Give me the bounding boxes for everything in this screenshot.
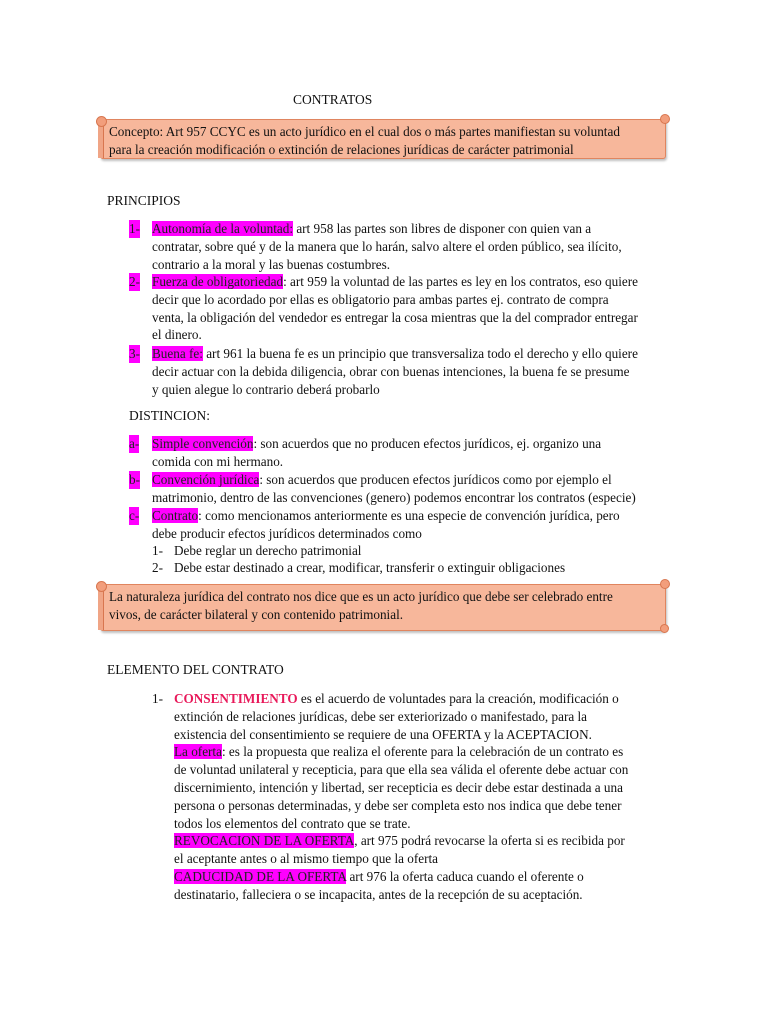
item-text: decir actuar con la debida diligencia, obrar con buenas intenciones, la buena fe se presume <box>152 363 630 379</box>
item-text: art 976 la oferta caduca cuando el oferente o <box>346 868 584 884</box>
document-title: CONTRATOS <box>293 92 373 107</box>
item-text: de voluntad unilateral y recepticia, para que ella sea válida el oferente debe actuar con <box>174 762 629 778</box>
list-letter: b- <box>129 472 140 487</box>
scroll-edge <box>98 124 104 158</box>
concepto-line: para la creación modificación o extinción de relaciones jurídicas de carácter patrimonial <box>109 141 574 157</box>
item-text: Debe estar destinado a crear, modificar, transferir o extinguir obligaciones <box>174 560 566 575</box>
scroll-curl <box>660 579 670 589</box>
consentimiento-term: CONSENTIMIENTO <box>174 691 298 706</box>
scroll-curl <box>96 581 107 592</box>
list-number: 2- <box>152 560 163 575</box>
item-text: destinatario, falleciera o se incapacita, antes de la recepción de su aceptación. <box>174 886 583 902</box>
highlighted-term: REVOCACION DE LA OFERTA <box>174 833 355 849</box>
scroll-edge <box>98 589 104 630</box>
item-text: el dinero. <box>152 327 202 343</box>
item-text: decir que lo acordado por ellas es obligatorio para ambas partes ej. contrato de compra <box>152 291 609 307</box>
naturaleza-line: La naturaleza jurídica del contrato nos dice que es un acto jurídico que debe ser celebrado entre <box>109 589 613 604</box>
item-text: existencia del consentimiento se requiere de una OFERTA y la ACEPTACION. <box>174 726 592 742</box>
item-text: : son acuerdos que no producen efectos jurídicos, ej. organizo una <box>253 436 602 451</box>
item-text: , art 975 podrá revocarse la oferta si es recibida por <box>354 833 625 849</box>
item-text: : es la propuesta que realiza el oferente para la celebración de un contrato es <box>221 744 624 760</box>
concepto-text <box>109 123 657 159</box>
naturaleza-text <box>109 588 657 624</box>
item-text: debe producir efectos jurídicos determinados como <box>152 525 422 541</box>
item-text: : como mencionamos anteriormente es una especie de convención jurídica, pero <box>198 508 620 523</box>
item-text: comida con mi hermano. <box>152 453 284 469</box>
highlighted-term: Contrato <box>152 508 199 523</box>
item-text: es el acuerdo de voluntades para la creación, modificación o <box>297 691 619 706</box>
item-text: : son acuerdos que producen efectos jurídicos como por ejemplo el <box>259 472 612 487</box>
principios-heading: PRINCIPIOS <box>107 193 181 208</box>
highlighted-term: CADUCIDAD DE LA OFERTA <box>174 868 347 884</box>
list-number: 1- <box>152 691 163 706</box>
scroll-curl <box>660 624 669 633</box>
item-text: contratar, sobre qué y de la manera que lo harán, salvo altere el orden público, sea ilícito, <box>152 238 622 254</box>
item-text: : art 959 la voluntad de las partes es ley en los contratos, eso quiere <box>283 274 638 289</box>
item-text: art 958 las partes son libres de disponer con quien van a <box>293 221 592 236</box>
highlighted-term: Autonomía de la voluntad: <box>152 221 294 236</box>
highlighted-term: Convención jurídica <box>152 472 260 487</box>
item-text: venta, la obligación del vendedor es entregar la cosa mientras que la del comprador entregar <box>152 309 638 325</box>
scroll-curl <box>96 116 107 127</box>
item-text: todos los elementos del contrato que se trate. <box>174 815 411 831</box>
highlighted-term: La oferta <box>174 744 222 760</box>
concepto-callout <box>100 119 666 159</box>
item-text: Debe reglar un derecho patrimonial <box>174 543 362 558</box>
naturaleza-callout <box>100 584 666 631</box>
item-text: persona o personas determinadas, y debe ser completa esto nos indica que debe tener <box>174 797 622 813</box>
naturaleza-line: vivos, de carácter bilateral y con contenido patrimonial. <box>109 606 404 622</box>
highlighted-term: Simple convención <box>152 436 254 451</box>
list-number: 3- <box>129 346 140 361</box>
list-letter: a- <box>129 436 140 451</box>
highlighted-term: Fuerza de obligatoriedad <box>152 274 284 289</box>
list-letter: c- <box>129 508 140 523</box>
item-text: art 961 la buena fe es un principio que transversaliza todo el derecho y ello quiere <box>202 346 638 361</box>
item-text: contrario a la moral y las buenas costumbres. <box>152 256 391 272</box>
distincion-heading: DISTINCION: <box>129 408 210 423</box>
item-text: extinción de relaciones jurídicas, debe ser exteriorizado o manifestado, para la <box>174 708 588 724</box>
list-number: 2- <box>129 274 140 289</box>
item-text: matrimonio, dentro de las convenciones (genero) podemos encontrar los contratos (especie) <box>152 489 636 505</box>
item-text: discernimiento, intención y libertad, ser recepticia es decir debe estar destinada a una <box>174 779 623 795</box>
scroll-curl <box>660 114 670 124</box>
item-text: y quien alegue lo contrario deberá probarlo <box>152 381 380 397</box>
elemento-heading: ELEMENTO DEL CONTRATO <box>107 662 284 677</box>
list-number: 1- <box>129 221 140 236</box>
concepto-line: Concepto: Art 957 CCYC es un acto jurídico en el cual dos o más partes manifiestan su voluntad <box>109 124 620 139</box>
highlighted-term: Buena fe: <box>152 346 203 361</box>
list-number: 1- <box>152 543 163 558</box>
item-text: el aceptante antes o al mismo tiempo que la oferta <box>174 851 439 867</box>
